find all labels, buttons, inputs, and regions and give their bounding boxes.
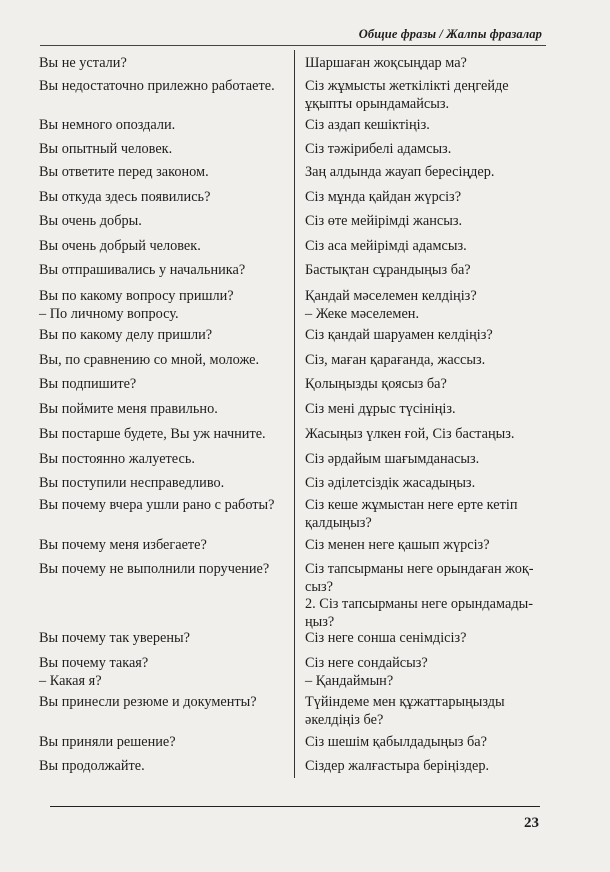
russian-phrase — [39, 561, 287, 579]
phrase-line: ңыз? — [305, 613, 335, 630]
kazakh-phrase — [305, 655, 543, 690]
phrase-line: Вы почему меня избегаете? — [39, 537, 207, 553]
page-number: 23 — [524, 815, 539, 831]
phrase-line: Вы по какому вопросу пришли? — [39, 288, 234, 304]
phrase-line: қалдыңыз? — [305, 514, 372, 531]
phrase-line: – По личному вопросу. — [39, 305, 179, 322]
russian-phrase — [39, 537, 287, 555]
kazakh-phrase — [305, 401, 543, 419]
phrase-line: Сіз әрдайым шағымданасыз. — [305, 451, 480, 467]
russian-phrase — [39, 213, 287, 231]
phrase-line: – Қандаймын? — [305, 672, 394, 689]
kazakh-phrase — [305, 497, 543, 532]
russian-phrase — [39, 262, 287, 280]
phrase-line: – Жеке мәселемен. — [305, 305, 420, 322]
kazakh-phrase — [305, 78, 543, 113]
phrase-line: Вы не устали? — [39, 55, 127, 71]
phrase-line: Вы поймите меня правильно. — [39, 401, 218, 417]
russian-phrase — [39, 164, 287, 182]
kazakh-phrase — [305, 352, 543, 370]
phrase-line: Вы поступили несправедливо. — [39, 475, 225, 491]
kazakh-phrase — [305, 238, 543, 256]
phrase-line: Вы почему вчера ушли рано с работы? — [39, 497, 275, 513]
phrase-line: – Какая я? — [39, 672, 102, 689]
kazakh-phrase — [305, 376, 543, 394]
phrase-line: Вы очень добры. — [39, 213, 142, 229]
phrase-line: Сіз шешім қабылдадыңыз ба? — [305, 734, 487, 750]
russian-phrase — [39, 78, 287, 96]
russian-phrase — [39, 451, 287, 469]
phrase-line: Заң алдында жауап бересіңдер. — [305, 164, 495, 180]
kazakh-phrase — [305, 734, 543, 752]
footer-rule — [50, 806, 540, 807]
phrase-line: Жасыңыз үлкен ғой, Сіз бастаңыз. — [305, 426, 515, 442]
russian-phrase — [39, 426, 287, 444]
russian-phrase — [39, 55, 287, 73]
russian-phrase — [39, 238, 287, 256]
phrase-line: әкелдіңіз бе? — [305, 711, 384, 728]
phrase-line: Вы ответите перед законом. — [39, 164, 209, 180]
phrase-line: Қолыңызды қоясыз ба? — [305, 376, 447, 392]
kazakh-phrase — [305, 758, 543, 776]
running-header: Общие фразы / Жалпы фразалар — [358, 27, 542, 41]
kazakh-phrase — [305, 262, 543, 280]
kazakh-phrase — [305, 55, 543, 73]
phrase-line: Вы по какому делу пришли? — [39, 327, 213, 343]
phrase-line: ұқыпты орындамайсыз. — [305, 95, 450, 112]
russian-phrase — [39, 758, 287, 776]
kazakh-phrase — [305, 164, 543, 182]
phrase-line: Сіз менен неге қашып жүрсіз? — [305, 537, 490, 553]
phrase-line: Сіз неге сондайсыз? — [305, 655, 428, 671]
phrase-line: 2. Сіз тапсырманы неге орындамады- — [305, 596, 533, 612]
phrase-line: Сіз жұмысты жеткілікті деңгейде — [305, 78, 509, 94]
phrase-line: Сіз аса мейірімді адамсыз. — [305, 238, 467, 254]
russian-phrase — [39, 475, 287, 493]
phrase-line: Вы немного опоздали. — [39, 117, 176, 133]
phrase-line: Сіз әділетсіздік жасадыңыз. — [305, 475, 476, 491]
phrase-line: Вы почему такая? — [39, 655, 149, 671]
kazakh-phrase — [305, 426, 543, 444]
russian-phrase — [39, 497, 287, 515]
phrase-line: Вы откуда здесь появились? — [39, 189, 211, 205]
phrase-line: Вы продолжайте. — [39, 758, 145, 774]
russian-phrase — [39, 288, 287, 323]
kazakh-phrase — [305, 141, 543, 159]
phrase-line: Қандай мәселемен келдіңіз? — [305, 288, 477, 304]
phrase-line: Сіз неге сонша сенімдісіз? — [305, 630, 467, 646]
kazakh-phrase — [305, 630, 543, 648]
phrase-line: Вы подпишите? — [39, 376, 137, 392]
phrase-line: Вы почему так уверены? — [39, 630, 190, 646]
russian-phrase — [39, 189, 287, 207]
russian-phrase — [39, 352, 287, 370]
phrase-line: Вы постоянно жалуетесь. — [39, 451, 195, 467]
russian-phrase — [39, 141, 287, 159]
phrase-line: Вы недостаточно прилежно работаете. — [39, 78, 275, 94]
phrase-line: Вы, по сравнению со мной, моложе. — [39, 352, 260, 368]
header-rule — [40, 45, 546, 46]
russian-phrase — [39, 401, 287, 419]
phrase-line: Сіз өте мейірімді жансыз. — [305, 213, 463, 229]
russian-phrase — [39, 376, 287, 394]
phrase-line: Вы очень добрый человек. — [39, 238, 201, 254]
phrase-line: Вы почему не выполнили поручение? — [39, 561, 270, 577]
kazakh-phrase — [305, 213, 543, 231]
russian-phrase — [39, 694, 287, 712]
phrase-line: Вы приняли решение? — [39, 734, 176, 750]
phrase-line: Сіз тапсырманы неге орындаған жоқ- — [305, 561, 534, 577]
kazakh-phrase — [305, 189, 543, 207]
russian-phrase — [39, 734, 287, 752]
kazakh-phrase — [305, 117, 543, 135]
phrase-line: Сіз кеше жұмыстан неге ерте кетіп — [305, 497, 518, 513]
phrase-line: Сіздер жалғастыра беріңіздер. — [305, 758, 490, 774]
kazakh-phrase — [305, 327, 543, 345]
phrase-line: Вы постарше будете, Вы уж начните. — [39, 426, 266, 442]
kazakh-phrase — [305, 537, 543, 555]
phrase-line: Сіз мұнда қайдан жүрсіз? — [305, 189, 462, 205]
phrase-line: Вы отпрашивались у начальника? — [39, 262, 246, 278]
phrase-line: Вы опытный человек. — [39, 141, 173, 157]
column-divider — [294, 50, 295, 778]
phrase-line: Түйіндеме мен құжаттарыңызды — [305, 694, 505, 710]
phrase-line: Сіз, маған қарағанда, жассыз. — [305, 352, 486, 368]
phrase-line: Сіз қандай шаруамен келдіңіз? — [305, 327, 493, 343]
kazakh-phrase — [305, 694, 543, 729]
phrase-line: Сіз аздап кешіктіңіз. — [305, 117, 430, 133]
phrase-line: Сіз тәжірибелі адамсыз. — [305, 141, 452, 157]
kazakh-phrase — [305, 451, 543, 469]
russian-phrase — [39, 630, 287, 648]
russian-phrase — [39, 655, 287, 690]
phrase-line: Сіз мені дұрыс түсініңіз. — [305, 401, 456, 417]
russian-phrase — [39, 117, 287, 135]
phrase-line: Шаршаған жоқсыңдар ма? — [305, 55, 467, 71]
kazakh-phrase — [305, 561, 543, 631]
russian-phrase — [39, 327, 287, 345]
phrase-line: Бастықтан сұрандыңыз ба? — [305, 262, 471, 278]
phrase-line: Вы принесли резюме и документы? — [39, 694, 257, 710]
kazakh-phrase — [305, 288, 543, 323]
kazakh-phrase — [305, 475, 543, 493]
phrase-line: сыз? — [305, 578, 333, 595]
